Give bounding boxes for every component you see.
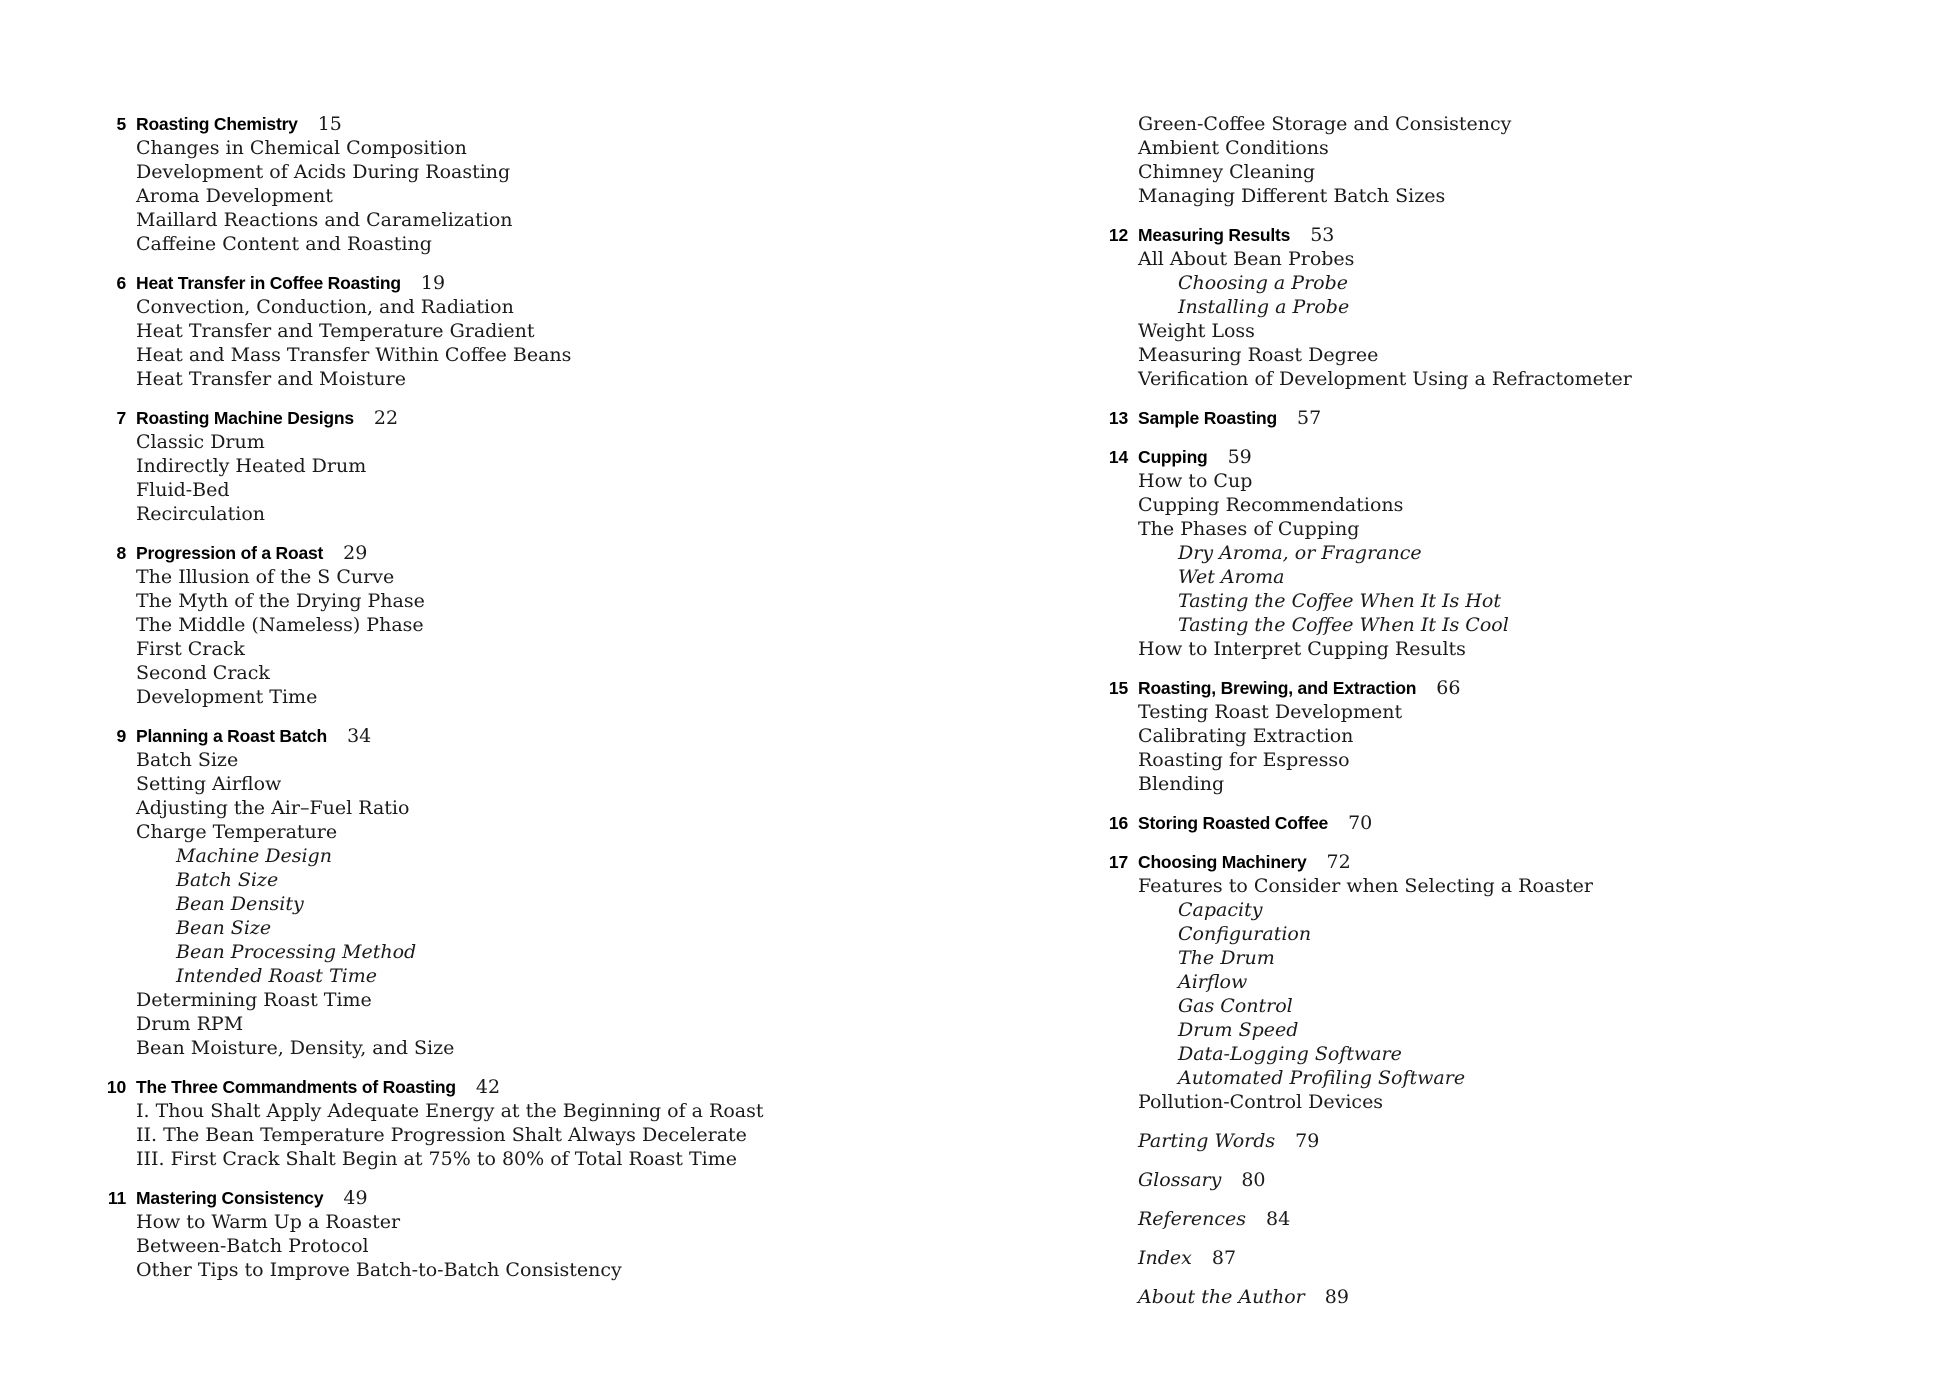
toc-item: Maillard Reactions and Caramelization xyxy=(136,209,513,231)
toc-item-row xyxy=(1178,589,1855,613)
chapter-number: 15 xyxy=(1108,678,1128,698)
toc-left-column xyxy=(93,112,793,1282)
toc-item-row xyxy=(176,940,793,964)
toc-item: Development of Acids During Roasting xyxy=(136,161,511,183)
toc-item: How to Interpret Cupping Results xyxy=(1138,638,1466,660)
toc-item: Drum Speed xyxy=(1178,1019,1299,1041)
toc-item: Green-Coffee Storage and Consistency xyxy=(1138,113,1512,135)
chapter-number: 8 xyxy=(116,543,126,563)
toc-item-row xyxy=(136,208,793,232)
toc-item-row xyxy=(1178,1042,1855,1066)
toc-item: Bean Density xyxy=(176,893,304,915)
chapter-heading-row xyxy=(1095,811,1855,835)
toc-item-row xyxy=(1138,874,1855,898)
toc-item-row xyxy=(136,1012,793,1036)
back-matter-page-number: 84 xyxy=(1266,1208,1291,1230)
chapter-block xyxy=(93,1186,793,1282)
toc-item: Pollution-Control Devices xyxy=(1138,1091,1384,1113)
toc-item: Fluid-Bed xyxy=(136,479,230,501)
toc-item-row xyxy=(136,184,793,208)
toc-item: Charge Temperature xyxy=(136,821,338,843)
toc-item-row xyxy=(176,964,793,988)
toc-item: Configuration xyxy=(1178,923,1312,945)
chapter-heading-row xyxy=(93,406,793,430)
toc-item: Verification of Development Using a Refractometer xyxy=(1138,368,1632,390)
toc-item-row xyxy=(1138,748,1855,772)
chapter-block xyxy=(93,112,793,256)
toc-item-row xyxy=(136,589,793,613)
toc-item-row xyxy=(1178,295,1855,319)
toc-item-row xyxy=(1178,541,1855,565)
toc-item: III. First Crack Shalt Begin at 75% to 80% of Total Roast Time xyxy=(136,1148,737,1170)
chapter-title: Mastering Consistency xyxy=(136,1188,324,1208)
toc-item: Machine Design xyxy=(176,845,332,867)
chapter-number: 13 xyxy=(1108,408,1128,428)
chapter-page-number: 70 xyxy=(1348,812,1373,834)
toc-item-row xyxy=(1178,271,1855,295)
toc-item-row xyxy=(1138,367,1855,391)
toc-item: Development Time xyxy=(136,686,318,708)
chapter-number: 7 xyxy=(116,408,126,428)
chapter-page-number: 53 xyxy=(1310,224,1335,246)
toc-item: Bean Moisture, Density, and Size xyxy=(136,1037,455,1059)
chapter-title: Cupping xyxy=(1138,447,1208,467)
back-matter-row xyxy=(1095,1285,1855,1309)
toc-item-row xyxy=(136,637,793,661)
toc-item: II. The Bean Temperature Progression Shalt Always Decelerate xyxy=(136,1124,747,1146)
toc-item: The Myth of the Drying Phase xyxy=(136,590,425,612)
toc-item: Batch Size xyxy=(136,749,239,771)
back-matter-row xyxy=(1095,1246,1855,1270)
toc-item: Other Tips to Improve Batch-to-Batch Consistency xyxy=(136,1259,622,1281)
toc-item: First Crack xyxy=(136,638,245,660)
toc-item-row xyxy=(1138,343,1855,367)
chapter-heading-row xyxy=(93,724,793,748)
toc-item: Intended Roast Time xyxy=(176,965,377,987)
toc-item-row xyxy=(1178,922,1855,946)
chapter-block xyxy=(1095,676,1855,796)
chapter-heading-row xyxy=(93,1075,793,1099)
chapter-number: 6 xyxy=(116,273,126,293)
toc-item-row xyxy=(1138,700,1855,724)
chapter-heading-row xyxy=(93,541,793,565)
toc-item: Roasting for Espresso xyxy=(1138,749,1350,771)
chapter-block xyxy=(1095,445,1855,661)
toc-item: Tasting the Coffee When It Is Cool xyxy=(1178,614,1509,636)
chapter-block xyxy=(1095,811,1855,835)
toc-item-row xyxy=(136,232,793,256)
chapter-continuation-block xyxy=(1095,112,1855,208)
back-matter-title: About the Author xyxy=(1138,1286,1305,1308)
chapter-block xyxy=(1095,223,1855,391)
toc-item: Capacity xyxy=(1178,899,1263,921)
toc-item: Aroma Development xyxy=(136,185,333,207)
chapter-block xyxy=(93,724,793,1060)
chapter-title: Heat Transfer in Coffee Roasting xyxy=(136,273,401,293)
toc-item: I. Thou Shalt Apply Adequate Energy at the Beginning of a Roast xyxy=(136,1100,764,1122)
chapter-page-number: 49 xyxy=(343,1187,368,1209)
toc-item-row xyxy=(136,295,793,319)
chapter-number: 5 xyxy=(116,114,126,134)
chapter-number: 11 xyxy=(107,1188,126,1208)
toc-item-row xyxy=(136,454,793,478)
toc-item-row xyxy=(1138,136,1855,160)
chapter-title: Roasting, Brewing, and Extraction xyxy=(1138,678,1417,698)
toc-item: The Middle (Nameless) Phase xyxy=(136,614,424,636)
toc-item-row xyxy=(1138,319,1855,343)
toc-item-row xyxy=(1138,772,1855,796)
toc-item-row xyxy=(1138,160,1855,184)
toc-item: Blending xyxy=(1138,773,1225,795)
toc-item-row xyxy=(136,319,793,343)
back-matter-block xyxy=(1095,1168,1855,1192)
toc-item-row xyxy=(1178,946,1855,970)
chapter-page-number: 59 xyxy=(1227,446,1252,468)
toc-item-row xyxy=(1178,1066,1855,1090)
chapter-number: 9 xyxy=(116,726,126,746)
toc-item: Calibrating Extraction xyxy=(1138,725,1354,747)
toc-item-row xyxy=(136,988,793,1012)
chapter-title: Progression of a Roast xyxy=(136,543,324,563)
chapter-page-number: 57 xyxy=(1296,407,1322,429)
chapter-heading-row xyxy=(1095,445,1855,469)
chapter-number: 14 xyxy=(1108,447,1128,467)
chapter-page-number: 22 xyxy=(373,407,399,429)
chapter-title: Sample Roasting xyxy=(1138,408,1277,428)
chapter-title: Storing Roasted Coffee xyxy=(1138,813,1329,833)
toc-item-row xyxy=(1178,613,1855,637)
chapter-heading-row xyxy=(1095,406,1855,430)
toc-item: Features to Consider when Selecting a Roaster xyxy=(1138,875,1593,897)
back-matter-page-number: 87 xyxy=(1211,1247,1237,1269)
toc-item: Measuring Roast Degree xyxy=(1138,344,1379,366)
toc-item-row xyxy=(136,613,793,637)
toc-item-row xyxy=(136,565,793,589)
toc-item-row xyxy=(1138,637,1855,661)
back-matter-block xyxy=(1095,1285,1855,1309)
back-matter-title: References xyxy=(1138,1208,1247,1230)
toc-item: How to Cup xyxy=(1138,470,1253,492)
chapter-number: 12 xyxy=(1108,225,1128,245)
toc-item-row xyxy=(136,820,793,844)
toc-item-row xyxy=(136,502,793,526)
toc-item-row xyxy=(1178,970,1855,994)
toc-item: Bean Processing Method xyxy=(176,941,417,963)
chapter-page-number: 42 xyxy=(475,1076,501,1098)
toc-item: Heat Transfer and Temperature Gradient xyxy=(136,320,535,342)
toc-item-row xyxy=(136,1123,793,1147)
chapter-title: Roasting Machine Designs xyxy=(136,408,354,428)
chapter-title: The Three Commandments of Roasting xyxy=(136,1077,456,1097)
back-matter-block xyxy=(1095,1129,1855,1153)
back-matter-title: Glossary xyxy=(1138,1169,1222,1191)
toc-item: Second Crack xyxy=(136,662,270,684)
toc-item-row xyxy=(1138,469,1855,493)
toc-item-row xyxy=(136,661,793,685)
back-matter-block xyxy=(1095,1246,1855,1270)
toc-item: Data-Logging Software xyxy=(1178,1043,1402,1065)
toc-item: All About Bean Probes xyxy=(1138,248,1355,270)
toc-item: Heat and Mass Transfer Within Coffee Beans xyxy=(136,344,572,366)
toc-item-row xyxy=(136,367,793,391)
toc-item: Bean Size xyxy=(176,917,272,939)
toc-item: Convection, Conduction, and Radiation xyxy=(136,296,514,318)
toc-item-row xyxy=(136,748,793,772)
toc-item-row xyxy=(136,772,793,796)
back-matter-page-number: 89 xyxy=(1324,1286,1349,1308)
toc-item: Airflow xyxy=(1178,971,1248,993)
chapter-title: Choosing Machinery xyxy=(1138,852,1307,872)
toc-item-row xyxy=(1138,112,1855,136)
chapter-number: 16 xyxy=(1108,813,1128,833)
toc-item: Installing a Probe xyxy=(1178,296,1350,318)
chapter-block xyxy=(93,271,793,391)
toc-item-row xyxy=(136,1258,793,1282)
back-matter-page-number: 79 xyxy=(1295,1130,1320,1152)
toc-item: Changes in Chemical Composition xyxy=(136,137,467,159)
toc-item-row xyxy=(1178,565,1855,589)
back-matter-title: Index xyxy=(1138,1247,1192,1269)
chapter-heading-row xyxy=(1095,850,1855,874)
toc-item: Adjusting the Air–Fuel Ratio xyxy=(136,797,410,819)
toc-item-row xyxy=(1138,517,1855,541)
toc-item: Between-Batch Protocol xyxy=(136,1235,369,1257)
toc-item: Setting Airflow xyxy=(136,773,282,795)
toc-item: How to Warm Up a Roaster xyxy=(136,1211,401,1233)
toc-item: Testing Roast Development xyxy=(1138,701,1403,723)
toc-item-row xyxy=(1138,724,1855,748)
back-matter-title: Parting Words xyxy=(1138,1130,1276,1152)
toc-item-row xyxy=(176,916,793,940)
toc-item-row xyxy=(136,685,793,709)
toc-item: Tasting the Coffee When It Is Hot xyxy=(1178,590,1501,612)
toc-item-row xyxy=(136,1210,793,1234)
toc-item-row xyxy=(136,136,793,160)
chapter-block xyxy=(93,541,793,709)
back-matter-page-number: 80 xyxy=(1241,1169,1266,1191)
chapter-heading-row xyxy=(93,271,793,295)
toc-item: Chimney Cleaning xyxy=(1138,161,1316,183)
chapter-page-number: 29 xyxy=(343,542,368,564)
toc-item: Heat Transfer and Moisture xyxy=(136,368,406,390)
toc-item: Classic Drum xyxy=(136,431,265,453)
toc-item: The Illusion of the S Curve xyxy=(136,566,395,588)
toc-item: Batch Size xyxy=(176,869,279,891)
chapter-heading-row xyxy=(93,112,793,136)
toc-right-column xyxy=(1095,112,1855,1309)
toc-item: Automated Profiling Software xyxy=(1178,1067,1466,1089)
chapter-title: Roasting Chemistry xyxy=(136,114,298,134)
toc-item-row xyxy=(1178,1018,1855,1042)
toc-item: Weight Loss xyxy=(1138,320,1255,342)
toc-item: Gas Control xyxy=(1178,995,1293,1017)
chapter-page-number: 72 xyxy=(1326,851,1351,873)
back-matter-row xyxy=(1095,1207,1855,1231)
toc-item: Choosing a Probe xyxy=(1178,272,1348,294)
toc-item: Managing Different Batch Sizes xyxy=(1138,185,1446,207)
toc-item-row xyxy=(136,478,793,502)
toc-item: Indirectly Heated Drum xyxy=(136,455,367,477)
back-matter-row xyxy=(1095,1168,1855,1192)
toc-item-row xyxy=(136,1099,793,1123)
toc-item: Recirculation xyxy=(136,503,266,525)
chapter-page-number: 66 xyxy=(1436,677,1461,699)
chapter-number: 17 xyxy=(1108,852,1128,872)
toc-item-row xyxy=(136,430,793,454)
toc-item-row xyxy=(1178,994,1855,1018)
toc-item-row xyxy=(1138,247,1855,271)
chapter-title: Planning a Roast Batch xyxy=(136,726,328,746)
toc-item: Wet Aroma xyxy=(1178,566,1285,588)
chapter-block xyxy=(93,1075,793,1171)
toc-item-row xyxy=(136,796,793,820)
chapter-heading-row xyxy=(1095,223,1855,247)
toc-item: Ambient Conditions xyxy=(1138,137,1329,159)
toc-item-row xyxy=(1178,898,1855,922)
back-matter-row xyxy=(1095,1129,1855,1153)
toc-item: Dry Aroma, or Fragrance xyxy=(1178,542,1422,564)
chapter-heading-row xyxy=(93,1186,793,1210)
chapter-block xyxy=(93,406,793,526)
chapter-block xyxy=(1095,850,1855,1114)
toc-item-row xyxy=(176,844,793,868)
toc-item: Cupping Recommendations xyxy=(1138,494,1404,516)
chapter-title: Measuring Results xyxy=(1138,225,1291,245)
toc-item: Drum RPM xyxy=(136,1013,244,1035)
toc-item-row xyxy=(176,868,793,892)
toc-item-row xyxy=(176,892,793,916)
toc-item: Caffeine Content and Roasting xyxy=(136,233,432,255)
toc-item-row xyxy=(1138,1090,1855,1114)
toc-item: Determining Roast Time xyxy=(136,989,372,1011)
toc-item-row xyxy=(1138,493,1855,517)
chapter-block xyxy=(1095,406,1855,430)
toc-item-row xyxy=(1138,184,1855,208)
toc-item-row xyxy=(136,1234,793,1258)
toc-item-row xyxy=(136,160,793,184)
chapter-number: 10 xyxy=(106,1077,126,1097)
toc-item-row xyxy=(136,1147,793,1171)
chapter-page-number: 34 xyxy=(347,725,372,747)
chapter-page-number: 19 xyxy=(420,272,446,294)
chapter-page-number: 15 xyxy=(317,113,342,135)
toc-item-row xyxy=(136,343,793,367)
back-matter-block xyxy=(1095,1207,1855,1231)
toc-item-row xyxy=(136,1036,793,1060)
chapter-heading-row xyxy=(1095,676,1855,700)
toc-item: The Drum xyxy=(1178,947,1275,969)
toc-item: The Phases of Cupping xyxy=(1138,518,1360,540)
